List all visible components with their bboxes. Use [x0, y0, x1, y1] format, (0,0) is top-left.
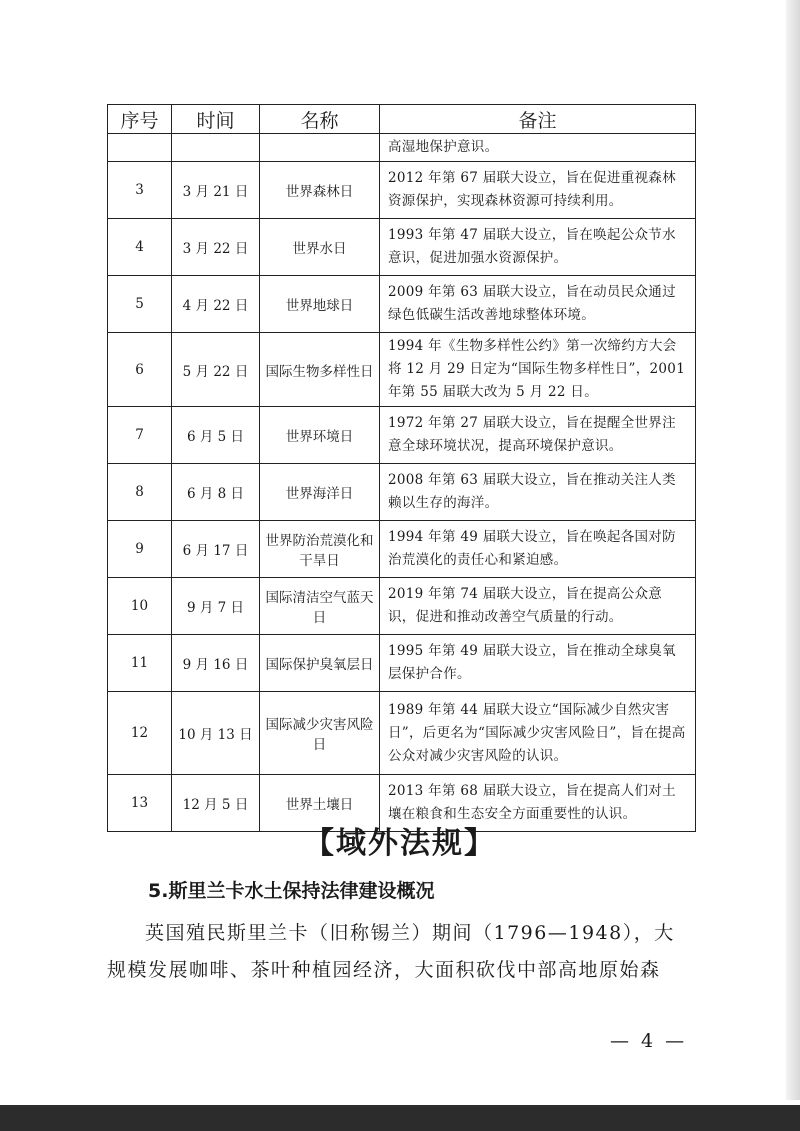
cell-name: 世界土壤日	[260, 775, 380, 832]
cell-date: 10 月 13 日	[172, 692, 260, 775]
cell-note: 1995 年第 49 届联大设立，旨在推动全球臭氧层保护合作。	[380, 635, 696, 692]
table-row	[108, 276, 696, 333]
environment-days-table	[107, 104, 696, 832]
cell-note: 1972 年第 27 届联大设立，旨在提醒全世界注意全球环境状况，提高环境保护意识。	[380, 407, 696, 464]
table-row	[108, 219, 696, 276]
cell-date: 4 月 22 日	[172, 276, 260, 333]
cell-no: 8	[108, 464, 172, 521]
cell-no: 12	[108, 692, 172, 775]
cell-date: 6 月 8 日	[172, 464, 260, 521]
cell-date: 5 月 22 日	[172, 333, 260, 407]
scan-bottom-band	[0, 1105, 800, 1131]
header-name: 名称	[260, 105, 380, 134]
cell-name: 世界环境日	[260, 407, 380, 464]
table-row	[108, 692, 696, 775]
table-row	[108, 162, 696, 219]
table-row	[108, 333, 696, 407]
cell-note: 2013 年第 68 届联大设立，旨在提高人们对土壤在粮食和生态安全方面重要性的认识。	[380, 775, 696, 832]
cell-date: 12 月 5 日	[172, 775, 260, 832]
cell-note: 2019 年第 74 届联大设立，旨在提高公众意识，促进和推动改善空气质量的行动。	[380, 578, 696, 635]
cell-note: 1989 年第 44 届联大设立“国际减少自然灾害日”，后更名为“国际减少灾害风险日”，旨在提高公众对减少灾害风险的认识。	[380, 692, 696, 775]
cell-no: 10	[108, 578, 172, 635]
cell-date: 6 月 5 日	[172, 407, 260, 464]
cell-no: 4	[108, 219, 172, 276]
cell-name: 国际减少灾害风险日	[260, 692, 380, 775]
cell-name: 国际生物多样性日	[260, 333, 380, 407]
cell-date: 3 月 21 日	[172, 162, 260, 219]
table-body	[108, 134, 696, 832]
cell-date	[172, 134, 260, 162]
cell-no: 11	[108, 635, 172, 692]
cell-name: 世界水日	[260, 219, 380, 276]
cell-note: 1994 年第 49 届联大设立，旨在唤起各国对防治荒漠化的责任心和紧迫感。	[380, 521, 696, 578]
header-no: 序号	[108, 105, 172, 134]
section-title: 【域外法规】	[304, 826, 496, 861]
table-row	[108, 407, 696, 464]
cell-note: 高湿地保护意识。	[380, 134, 696, 162]
cell-name: 世界海洋日	[260, 464, 380, 521]
cell-no: 13	[108, 775, 172, 832]
header-note: 备注	[380, 105, 696, 134]
cell-name: 国际保护臭氧层日	[260, 635, 380, 692]
cell-name: 世界地球日	[260, 276, 380, 333]
cell-no: 5	[108, 276, 172, 333]
table-row	[108, 134, 696, 162]
table-header-row	[108, 105, 696, 134]
cell-note: 2008 年第 63 届联大设立，旨在推动关注人类赖以生存的海洋。	[380, 464, 696, 521]
cell-date: 3 月 22 日	[172, 219, 260, 276]
cell-name: 国际清洁空气蓝天日	[260, 578, 380, 635]
cell-no: 6	[108, 333, 172, 407]
page-number: — 4 —	[610, 1030, 688, 1052]
cell-no: 9	[108, 521, 172, 578]
subsection-heading: 5.斯里兰卡水土保持法律建设概况	[148, 880, 435, 902]
cell-note: 1994 年《生物多样性公约》第一次缔约方大会将 12 月 29 日定为“国际生物多样性日”，2001 年第 55 届联大改为 5 月 22 日。	[380, 333, 696, 407]
cell-note: 2009 年第 63 届联大设立，旨在动员民众通过绿色低碳生活改善地球整体环境。	[380, 276, 696, 333]
cell-no: 7	[108, 407, 172, 464]
cell-note: 1993 年第 47 届联大设立，旨在唤起公众节水意识，促进加强水资源保护。	[380, 219, 696, 276]
cell-date: 9 月 16 日	[172, 635, 260, 692]
cell-name: 世界防治荒漠化和干旱日	[260, 521, 380, 578]
page-edge-shadow	[786, 0, 800, 1100]
cell-note: 2012 年第 67 届联大设立，旨在促进重视森林资源保护，实现森林资源可持续利用。	[380, 162, 696, 219]
cell-no: 3	[108, 162, 172, 219]
header-date: 时间	[172, 105, 260, 134]
cell-date: 6 月 17 日	[172, 521, 260, 578]
table-row	[108, 578, 696, 635]
table-row	[108, 464, 696, 521]
cell-date: 9 月 7 日	[172, 578, 260, 635]
body-paragraph: 英国殖民斯里兰卡（旧称锡兰）期间（1796—1948），大规模发展咖啡、茶叶种植园经济，大面积砍伐中部高地原始森	[107, 922, 675, 981]
cell-name	[260, 134, 380, 162]
cell-no	[108, 134, 172, 162]
table-row	[108, 635, 696, 692]
table-row	[108, 521, 696, 578]
cell-name: 世界森林日	[260, 162, 380, 219]
